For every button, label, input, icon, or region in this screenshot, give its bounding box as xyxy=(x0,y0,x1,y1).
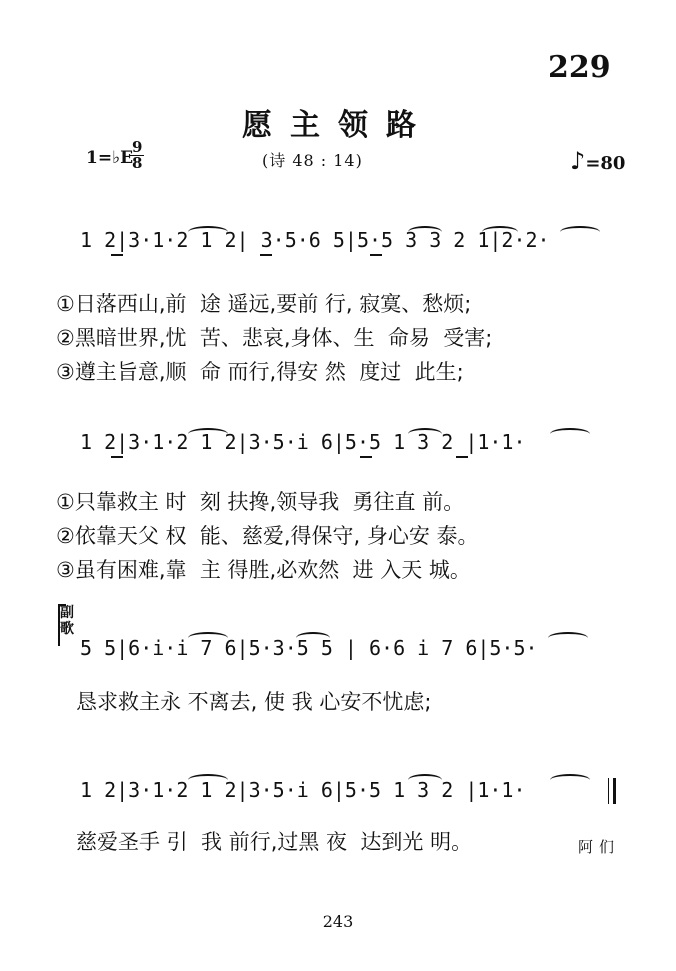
meter-bottom: 8 xyxy=(132,154,143,172)
slur-mark xyxy=(560,226,600,238)
final-barline xyxy=(608,778,616,804)
lyric-line: ③虽有困难,靠 主 得胜,必欢然 进 入天 城。 xyxy=(56,558,471,582)
duration-underline xyxy=(111,254,123,256)
key-signature: 1=♭E xyxy=(86,148,134,168)
lyric-line: ①日落西山,前 途 遥远,要前 行, 寂寞、愁烦; xyxy=(56,292,472,316)
duration-underline xyxy=(370,254,382,256)
lyric-line: ②黑暗世界,忧 苦、悲哀,身体、生 命易 受害; xyxy=(56,326,493,350)
duration-underline xyxy=(111,456,123,458)
tempo-value: =80 xyxy=(585,153,626,174)
duration-underline xyxy=(360,456,372,458)
lyric-line: 恳求救主永 不离去, 使 我 心安不忧虑; xyxy=(76,690,432,714)
eighth-note-icon: ♪ xyxy=(570,146,586,175)
notation-line: 1 2|3·1·2 1 2| 3·5·6 5|5·5 3 3 2 1|2·2· xyxy=(80,228,550,252)
slur-mark xyxy=(548,632,588,644)
duration-underline xyxy=(260,254,272,256)
scripture-reference: (诗 48 : 14) xyxy=(262,151,363,170)
lyric-line: ②依靠天父 权 能、慈爱,得保守, 身心安 泰。 xyxy=(56,524,479,548)
slur-mark xyxy=(408,226,442,238)
lyric-line: 慈爱圣手 引 我 前行,过黑 夜 达到光 明。 xyxy=(76,830,473,854)
lyric-line: ①只靠救主 时 刻 扶搀,领导我 勇往直 前。 xyxy=(56,490,465,514)
slur-mark xyxy=(408,428,442,440)
chorus-label xyxy=(60,605,76,637)
notation-line: 1 2|3·1·2 1 2|3·5·i 6|5·5 1 3 2 |1·1· xyxy=(80,430,526,454)
slur-mark xyxy=(188,226,228,238)
duration-underline xyxy=(456,456,468,458)
page-number: 243 xyxy=(322,912,354,931)
amen-text: 阿们 xyxy=(578,838,621,856)
hymn-number: 229 xyxy=(548,50,611,85)
slur-mark xyxy=(296,632,330,644)
slur-mark xyxy=(188,428,228,440)
slur-mark xyxy=(482,226,518,238)
time-signature xyxy=(130,140,144,171)
lyric-line: ③遵主旨意,顺 命 而行,得安 然 度过 此生; xyxy=(56,360,464,384)
slur-mark xyxy=(408,774,442,786)
notation-line: 1 2|3·1·2 1 2|3·5·i 6|5·5 1 3 2 |1·1· xyxy=(80,778,526,802)
slur-mark xyxy=(550,774,590,786)
notation-line: 5 5|6·i·i 7 6|5·3·5 5 | 6·6 i 7 6|5·5· xyxy=(80,636,538,660)
slur-mark xyxy=(550,428,590,440)
chorus-label-top: 副 xyxy=(60,605,74,621)
hymn-title: 愿主领路 xyxy=(242,108,434,143)
slur-mark xyxy=(188,774,228,786)
slur-mark xyxy=(188,632,228,644)
meter-top: 9 xyxy=(132,138,143,156)
chorus-label-bottom: 歌 xyxy=(60,621,74,637)
tempo-marking xyxy=(570,146,625,175)
